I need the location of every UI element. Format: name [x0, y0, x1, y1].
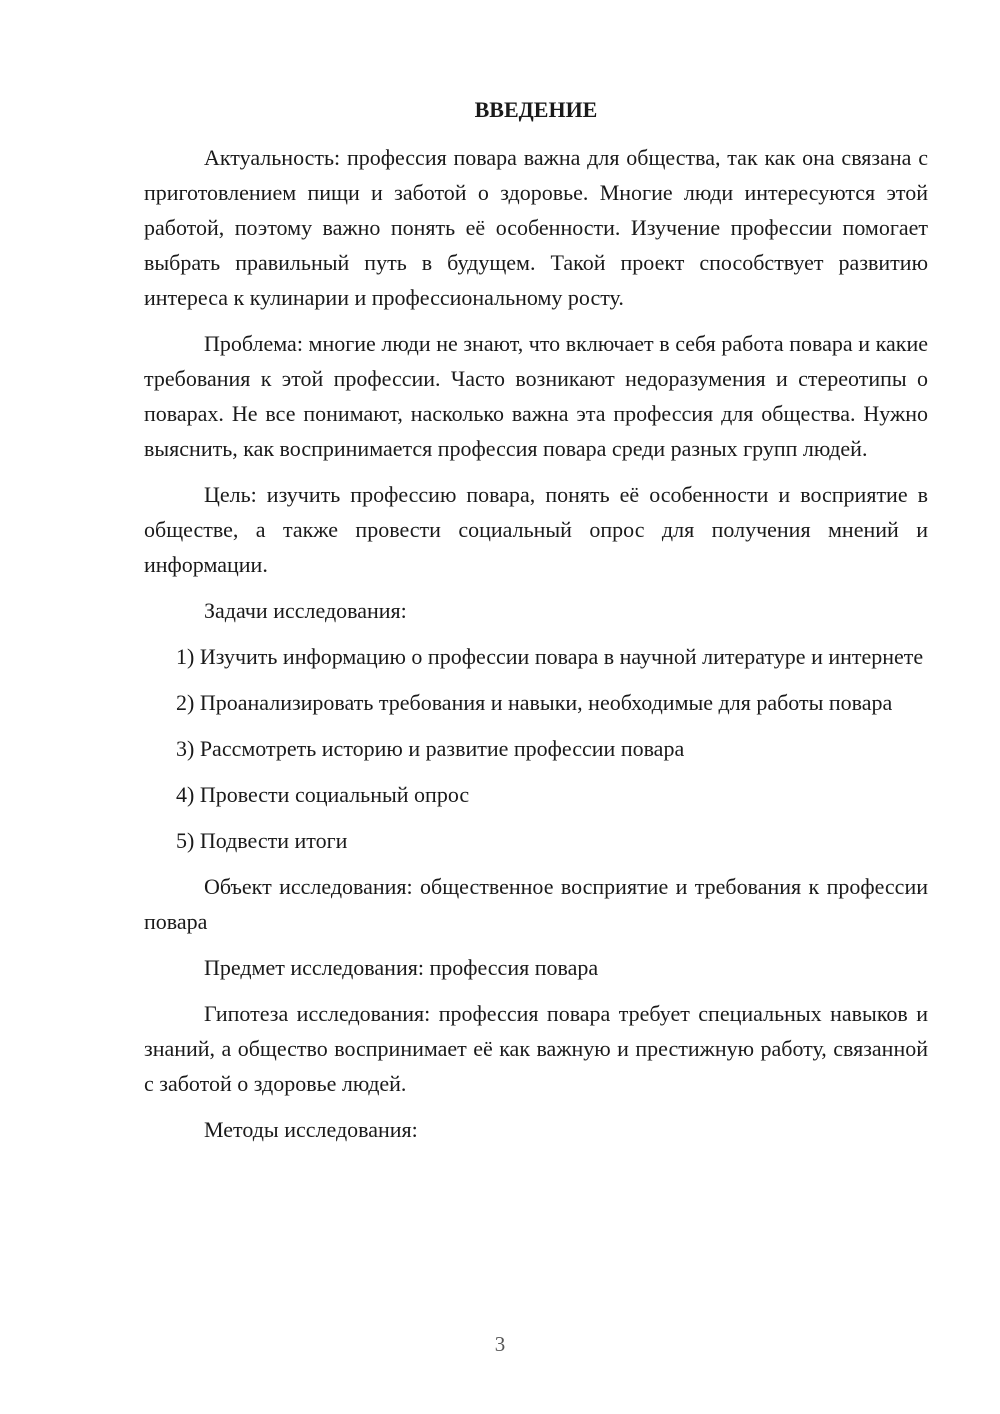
tasks-heading: Задачи исследования:	[204, 598, 407, 623]
relevance-paragraph: Актуальность: профессия повара важна для общества, так как она связана с приготовлением пищи и заботой о здоровье. Многие люди интересуются этой работой, поэтому важно понять её особенности. Изучение профессии помогает выбрать правильный путь в будущем. Такой проект способствует развитию интереса к кулинарии и профессиональному росту.	[144, 145, 928, 310]
subject-paragraph: Предмет исследования: профессия повара	[204, 955, 599, 980]
task-item-5: 5) Подвести итоги	[176, 828, 348, 853]
task-item-3: 3) Рассмотреть историю и развитие профессии повара	[176, 736, 685, 761]
page-title: ВВЕДЕНИЕ	[474, 97, 598, 122]
task-item-2: 2) Проанализировать требования и навыки, необходимые для работы повара	[176, 690, 893, 715]
goal-paragraph: Цель: изучить профессию повара, понять её особенности и восприятие в обществе, а также провести социальный опрос для получения мнений и информации.	[144, 482, 928, 577]
document-page	[144, 94, 928, 1158]
hypothesis-paragraph: Гипотеза исследования: профессия повара требует специальных навыков и знаний, а общество воспринимает её как важную и престижную работу, связанной с заботой о здоровье людей.	[144, 1001, 928, 1096]
page-number: 3	[494, 1332, 506, 1356]
methods-heading: Методы исследования:	[204, 1117, 418, 1142]
problem-paragraph: Проблема: многие люди не знают, что включает в себя работа повара и какие требования к этой профессии. Часто возникают недоразумения и стереотипы о поварах. Не все понимают, насколько важна эта профессия для общества. Нужно выяснить, как воспринимается профессия повара среди разных групп людей.	[144, 331, 928, 461]
task-item-4: 4) Провести социальный опрос	[176, 782, 470, 807]
task-item-1: 1) Изучить информацию о профессии повара в научной литературе и интернете	[176, 644, 924, 669]
object-paragraph: Объект исследования: общественное восприятие и требования к профессии повара	[144, 874, 928, 934]
